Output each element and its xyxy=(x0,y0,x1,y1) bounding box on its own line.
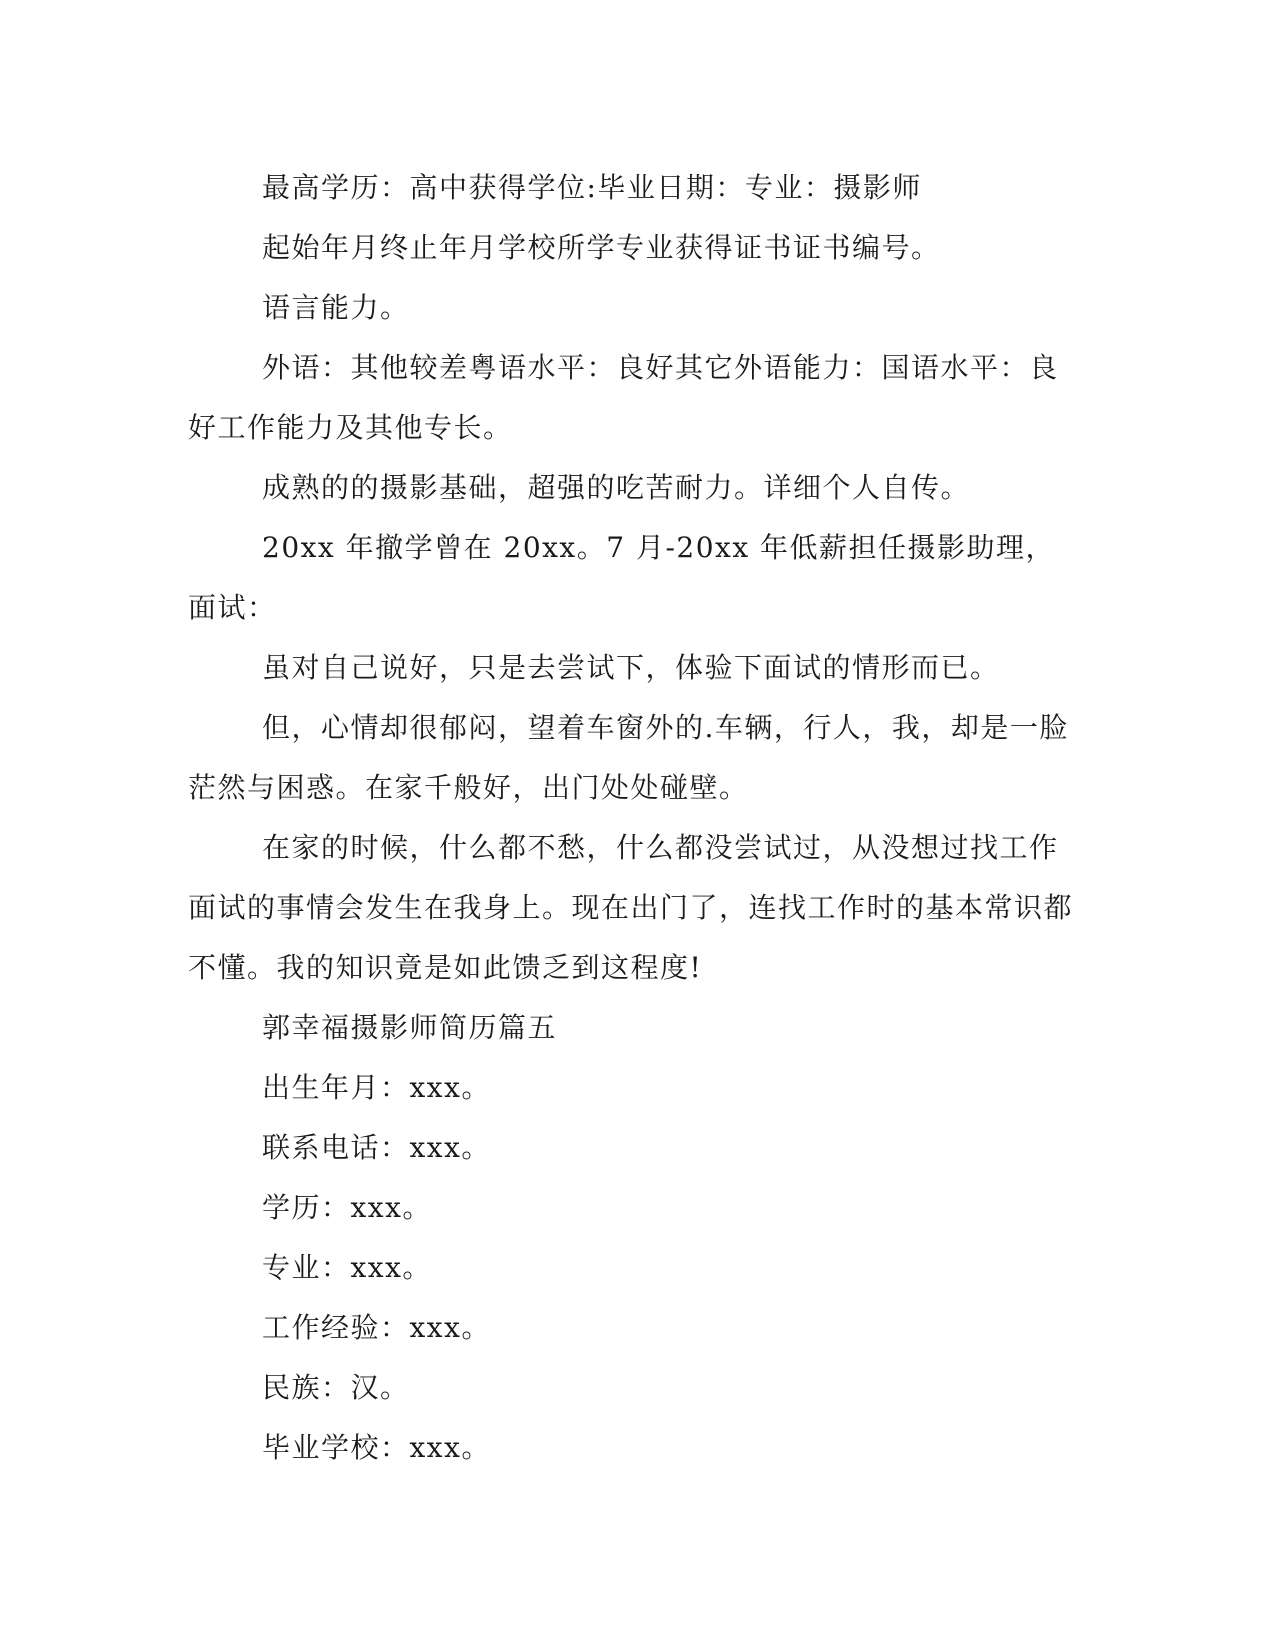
paragraph-feelings: 但，心情却很郁闷，望着车窗外的.车辆，行人，我，却是一脸茫然与困惑。在家千般好，出门处处碰壁。 xyxy=(188,711,1069,804)
field-graduated-school: 毕业学校：xxx。 xyxy=(262,1431,491,1464)
field-birth-date: 出生年月：xxx。 xyxy=(262,1071,491,1104)
field-phone: 联系电话：xxx。 xyxy=(262,1131,491,1164)
paragraph-foreign-language: 外语：其他较差粤语水平：良好其它外语能力：国语水平：良好工作能力及其他专长。 xyxy=(188,351,1059,444)
paragraph-education-table-header: 起始年月终止年月学校所学专业获得证书证书编号。 xyxy=(262,231,941,264)
field-ethnicity: 民族：汉。 xyxy=(262,1371,410,1404)
paragraph-language-ability: 语言能力。 xyxy=(262,291,410,324)
document-body xyxy=(188,158,1073,1478)
paragraph-highest-education: 最高学历：高中获得学位:毕业日期：专业：摄影师 xyxy=(262,171,922,204)
field-major: 专业：xxx。 xyxy=(262,1251,432,1284)
section-heading: 郭幸福摄影师简历篇五 xyxy=(262,1011,558,1044)
field-work-experience: 工作经验：xxx。 xyxy=(262,1311,491,1344)
field-education: 学历：xxx。 xyxy=(262,1191,432,1224)
paragraph-reflection: 在家的时候，什么都不愁，什么都没尝试过，从没想过找工作面试的事情会发生在我身上。现在出门了，连找工作时的基本常识都不懂。我的知识竟是如此馈乏到这程度! xyxy=(188,831,1074,984)
paragraph-skills: 成熟的的摄影基础，超强的吃苦耐力。详细个人自传。 xyxy=(262,471,971,504)
paragraph-interview-attempt: 虽对自己说好，只是去尝试下，体验下面试的情形而已。 xyxy=(262,651,1000,684)
paragraph-work-history: 20xx 年撤学曾在 20xx。7 月-20xx 年低薪担任摄影助理，面试： xyxy=(188,531,1056,624)
